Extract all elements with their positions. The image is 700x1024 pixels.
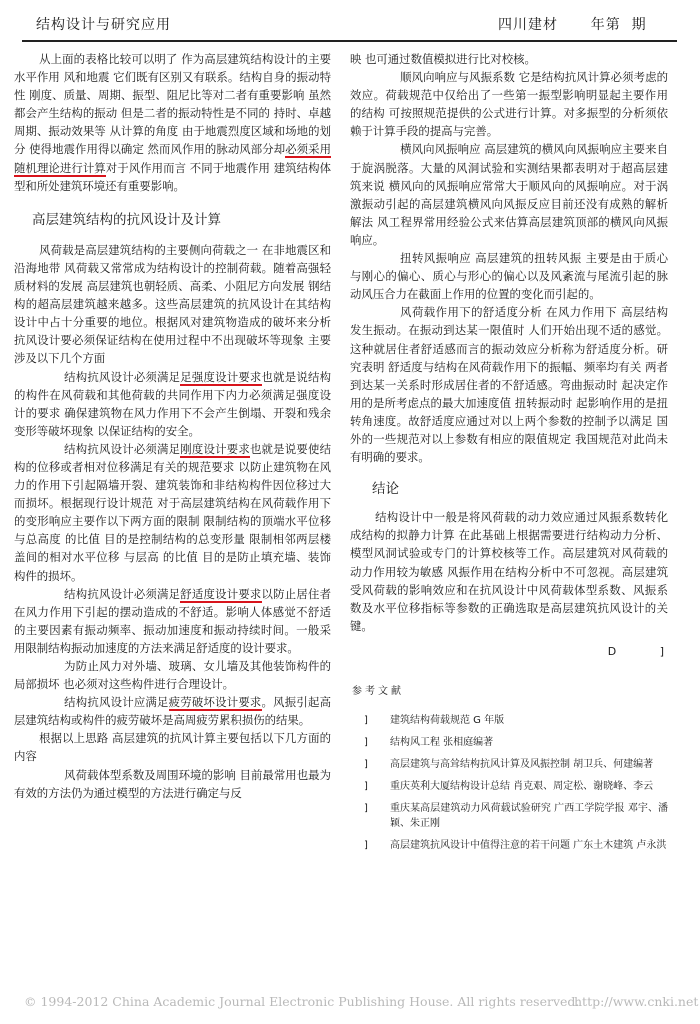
comfort-text-a: 结构抗风设计必须满足 (64, 586, 181, 601)
intro-text-a: 从上面的表格比较可以明了 作为高层建筑结构设计的主要水平作用 风和地震 它们既有区别又有联系。结构自身的振动特性 刚度、质量、周期、振型、阻尼比等对二者有重要影响 虽然都会产生结构的振动 但是二者的振动特性是不同的 持时、卓越周期、振动效果等 从计算的角度 由于地震烈度区域和场地的划分 使得地震作用得以确定 然而风作用的脉动风部分却 (14, 52, 331, 157)
reference-item (350, 801, 668, 831)
intro-paragraph (14, 50, 331, 195)
strength-text-a: 结构抗风设计必须满足 (64, 369, 181, 384)
reference-text: 高层建筑抗风设计中值得注意的若干问题 广东土木建筑 卢永洪 (390, 840, 667, 852)
left-column (14, 50, 331, 802)
reference-bracket: ] (364, 803, 368, 815)
shape-coefficient-paragraph: 风荷载体型系数及周围环境的影响 目前最常用也最为有效的方法仍为通过模型的方法进行确定与反 (14, 767, 331, 800)
intro-highlight: 必须采用随机理论进行计算 (14, 142, 331, 175)
stiffness-text-b: 也就是说要使结构的位移或者相对位移满足有关的规范要求 以防止建筑物在风力的作用下引起隔墙开裂、建筑装饰和非结构构件因位移过大而损坏。根据现行设计规范 对于高层建筑结构在风荷载作用下的变形响应主要作以下两方面的限制 限制结构的顶端水平位移 与总高度 的比值 目的是控制结构的总变形量 限制相邻两层楼盖间的相对水平位移 与层高 的比值 目的是防止填充墙、装饰构件的损坏。 (14, 441, 331, 583)
references-title: 参考文献 (352, 686, 404, 697)
comfort-paragraph (14, 585, 331, 657)
reference-text: 结构风工程 张相庭编著 (390, 737, 494, 749)
wind-load-paragraph: 风荷载是高层建筑结构的主要侧向荷载之一 在非地震区和沿海地带 风荷载又常常成为结构设计的控制荷载。随着高强轻质材料的发展 高层建筑也朝轻质、高柔、小阻尼方向发展 钢结构的超高层建筑越来越多。这些高层建筑的抗风设计在其结构设计中占十分重要的地位。根据风对建筑物造成的破坏来分析 抗风设计要必须保证结构在使用过程中不出现破坏等现象 主要涉及以下几个方面 (14, 242, 331, 366)
reference-item (350, 757, 668, 772)
reference-item (350, 838, 668, 853)
conclusion-title: 结论 (372, 481, 399, 498)
comfort-analysis-paragraph: 风荷载作用下的舒适度分析 在风力作用下 高层结构发生振动。在振动到达某一限值时 人们开始出现不适的感觉。这种就居住者舒适感而言的振动效应分析称为舒适度分析。研究表明 舒适度与结构在风荷载作用下的振幅、频率均有关 两者到达某一关系时形成居住者的不舒适感。弯曲振动时 起决定作用的是所考虑点的最大加速度值 扭转振动时 起影响作用的是扭转角速度。故舒适度应通过对以上两个参数的控制予以满足 国外的一些规范对以上参数有相应的限值规定 我国规范对此尚未有明确的要求。 (350, 305, 668, 465)
stiffness-paragraph (14, 440, 331, 585)
facade-paragraph: 为防止风力对外墙、玻璃、女儿墙及其他装饰构件的局部损坏 也必须对这些构件进行合理设计。 (14, 659, 331, 692)
reference-text: 建筑结构荷载规范 G 年版 (390, 715, 505, 727)
fatigue-text-a: 结构抗风设计应满足 (64, 695, 169, 710)
torsion-paragraph: 扭转风振响应 高层建筑的扭转风振 主要是由于质心与刚心的偏心、质心与形心的偏心以及风紊流与尾流引起的脉动风压合力在截面上作用的位置的变化而引起的。 (350, 251, 668, 302)
header-rule (22, 40, 677, 42)
reference-text: 高层建筑与高耸结构抗风计算及风振控制 胡卫兵、何建编著 (390, 759, 654, 771)
fatigue-paragraph (14, 693, 331, 729)
intro-text-b: 对于风作用而言 不同于地震作用 建筑结构体型和所处建筑环境还有重要影响。 (14, 160, 331, 193)
fatigue-text-b: 。风振引起高层建筑结构或构件的疲劳破坏是高周疲劳累积损伤的结果。 (14, 695, 331, 728)
footer-url: http://www.cnki.net (574, 994, 699, 1009)
section-title: 高层建筑结构的抗风设计及计算 (32, 211, 221, 228)
strength-highlight: 足强度设计要求 (180, 369, 262, 384)
cross-wind-paragraph: 横风向风振响应 高层建筑的横风向风振响应主要来自于旋涡脱落。大量的风洞试验和实测结果都表明对于超高层建筑来说 横风向的风振响应常常大于顺风向的风振响应。对于涡激振动引起的高层建筑横风向风振反应目前还没有成熟的解析解法 风工程界常用经验公式来估算高层建筑顶部的横风向风振响应。 (350, 142, 668, 247)
calculation-intro-paragraph: 根据以上思路 高层建筑的抗风计算主要包括以下几方面的内容 (14, 731, 331, 764)
stiffness-text-a: 结构抗风设计必须满足 (64, 441, 181, 456)
copyright-notice: © 1994-2012 China Academic Journal Electronic Publishing House. All rights reserved. (24, 994, 580, 1009)
along-wind-paragraph: 顺风向响应与风振系数 它是结构抗风计算必须考虑的效应。荷载规范中仅给出了一些第一振型影响明显起主要作用的结构 可按照规范提供的公式进行计算。对多振型的分析须依赖于计算手段的提高与完善。 (350, 70, 668, 139)
reference-bracket: ] (364, 715, 368, 727)
end-mark: D ] (607, 644, 664, 658)
reference-text: 重庆英利大厦结构设计总结 肖克艰、周定松、谢晓峰、李云 (390, 781, 654, 793)
references-list (350, 713, 668, 853)
page-header (0, 0, 700, 44)
comfort-highlight: 舒适度设计要求 (180, 586, 262, 601)
continuation-paragraph: 映 也可通过数值模拟进行比对校核。 (350, 52, 536, 66)
reference-item (350, 735, 668, 750)
stiffness-highlight: 刚度设计要求 (180, 441, 250, 456)
reference-item (350, 779, 668, 794)
comfort-text-b: 以防止居住者在风力作用下引起的摆动造成的不舒适。影响人体感觉不舒适的主要因素有振动频率、振动加速度和振动持续时间。一般采用限制结构振动加速度的方法来满足舒适度的设计要求。 (14, 586, 331, 655)
fatigue-highlight: 疲劳破坏设计要求 (168, 695, 262, 710)
strength-text-b: 也就是说结构的构件在风荷载和其他荷载的共同作用下内力必须满足强度设计的要求 确保建筑物在风力作用下不会产生倒塌、开裂和残余变形等破坏现象 以保证结构的安全。 (14, 369, 331, 438)
reference-item (350, 713, 668, 728)
reference-bracket: ] (364, 781, 368, 793)
strength-paragraph (14, 368, 331, 440)
reference-text: 重庆某高层建筑动力风荷载试验研究 广西工学院学报 邓宇、潘颖、朱正刚 (390, 803, 668, 830)
reference-bracket: ] (364, 840, 368, 852)
right-column (350, 50, 668, 860)
journal-section-title: 结构设计与研究应用 (36, 17, 171, 33)
journal-issue-info: 四川建材 年第 期 (498, 17, 647, 33)
reference-bracket: ] (364, 759, 368, 771)
conclusion-paragraph: 结构设计中一般是将风荷载的动力效应通过风振系数转化成结构的拟静力计算 在此基础上根据需要进行结构动力分析、模型风洞试验或专门的计算校核等工作。高层建筑对风荷载的动力作用较为敏感 风振作用在结构分析中不可忽视。高层建筑受风荷载的影响效应和在抗风设计中风荷载体型系数、风振系数及水平位移指标等参数的正确选取是高层建筑抗风设计的关键。 (350, 510, 668, 633)
page-footer (0, 994, 700, 1014)
reference-bracket: ] (364, 737, 368, 749)
